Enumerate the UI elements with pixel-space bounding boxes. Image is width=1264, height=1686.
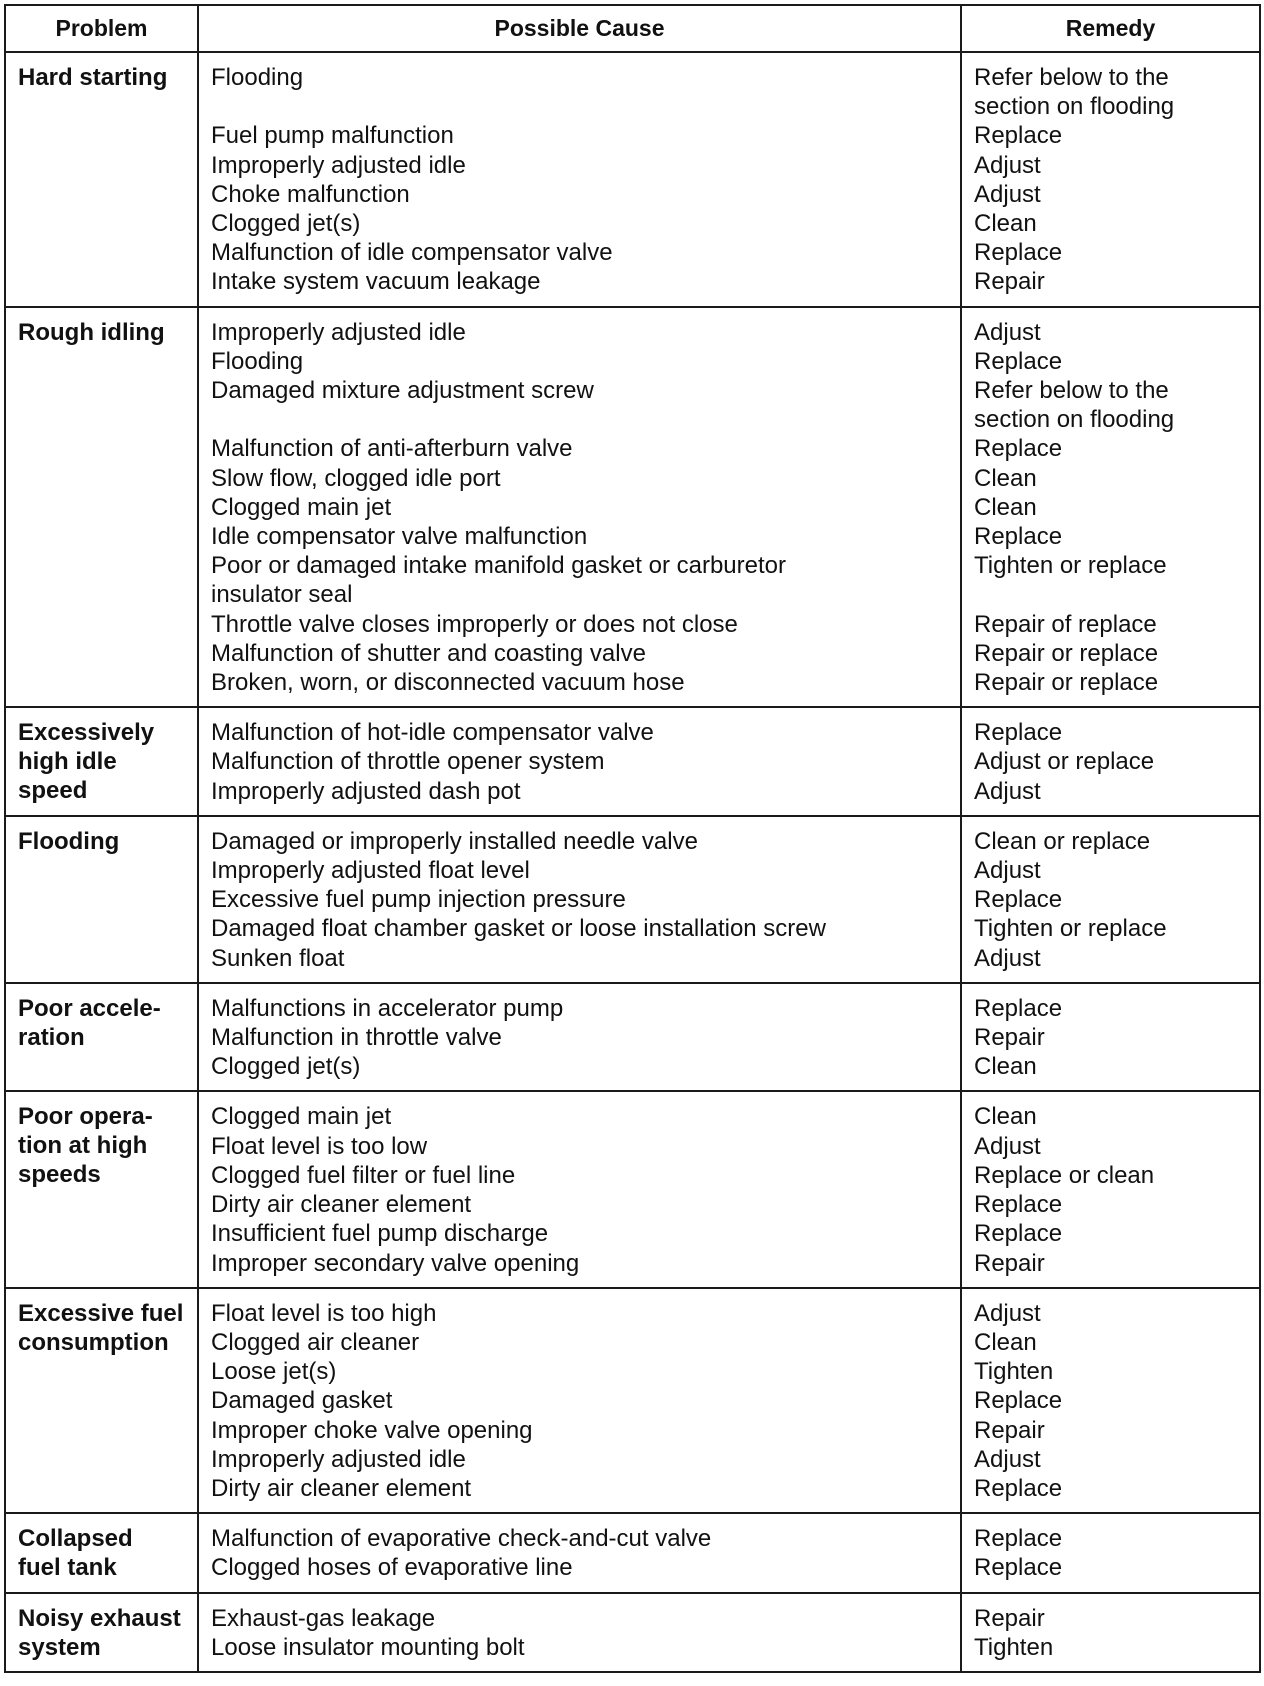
- table-row: [5, 707, 1260, 816]
- cause-cell: [198, 1288, 961, 1513]
- header-possible-cause: Possible Cause: [198, 5, 961, 52]
- cause-line: Malfunction of throttle opener system: [211, 748, 605, 776]
- cause-cell: [198, 707, 961, 816]
- cause-line: Clogged fuel filter or fuel line: [211, 1161, 516, 1189]
- problem-cell: [5, 52, 198, 307]
- cause-line: Damaged mixture adjustment screw: [211, 377, 594, 405]
- remedy-cell: [961, 1593, 1260, 1672]
- cause-line: [211, 405, 948, 434]
- cause-line: Damaged float chamber gasket or loose installation screw: [211, 915, 826, 943]
- remedy-line: Repair: [974, 1604, 1045, 1632]
- problem-text: speeds: [18, 1161, 101, 1189]
- cause-line: Intake system vacuum leakage: [211, 268, 541, 296]
- remedy-line: Clean: [974, 1328, 1037, 1356]
- problem-cell: [5, 1091, 198, 1287]
- cause-line: Float level is too high: [211, 1299, 437, 1327]
- problem-cell: [5, 983, 198, 1092]
- remedy-line: Tighten or replace: [974, 552, 1167, 580]
- table-row: [5, 1593, 1260, 1672]
- cause-line: Improperly adjusted idle: [211, 151, 466, 179]
- cause-cell: [198, 816, 961, 983]
- remedy-line: Tighten: [974, 1633, 1054, 1661]
- remedy-line: Replace: [974, 122, 1063, 150]
- remedy-line: Adjust: [974, 944, 1041, 972]
- remedy-cell: [961, 816, 1260, 983]
- cause-line: Clogged hoses of evaporative line: [211, 1554, 573, 1582]
- cause-line: Malfunction of hot-idle compensator valve: [211, 719, 654, 747]
- cause-line: Excessive fuel pump injection pressure: [211, 886, 626, 914]
- cause-line: Malfunction of evaporative check-and-cut valve: [211, 1525, 712, 1553]
- problem-text: Poor opera-: [18, 1103, 153, 1131]
- table-row: [5, 307, 1260, 708]
- problem-text: high idle: [18, 748, 117, 776]
- cause-line: Clogged jet(s): [211, 210, 361, 237]
- remedy-cell: [961, 1288, 1260, 1513]
- remedy-line: Repair: [974, 1249, 1045, 1277]
- cause-line: Dirty air cleaner element: [211, 1191, 472, 1219]
- cause-line: Fuel pump malfunction: [211, 122, 454, 150]
- remedy-line: Adjust: [974, 857, 1041, 885]
- remedy-line: Tighten: [974, 1358, 1054, 1386]
- cause-cell: [198, 1091, 961, 1287]
- problem-text: Noisy exhaust: [18, 1604, 181, 1632]
- cause-line: Throttle valve closes improperly or does not close: [211, 610, 738, 638]
- cause-line: Clogged air cleaner: [211, 1328, 420, 1356]
- table-row: [5, 1091, 1260, 1287]
- remedy-line: Adjust or replace: [974, 748, 1155, 776]
- cause-line: Improperly adjusted idle: [211, 1445, 466, 1473]
- problem-cell: [5, 1288, 198, 1513]
- table-row: [5, 52, 1260, 307]
- remedy-line: Replace: [974, 1554, 1063, 1582]
- cause-line: Flooding: [211, 64, 304, 91]
- cause-line: Idle compensator valve malfunction: [211, 523, 588, 551]
- problem-text: Hard starting: [18, 64, 168, 91]
- cause-line: Clogged main jet: [211, 493, 392, 521]
- cause-line: Float level is too low: [211, 1132, 428, 1160]
- cause-line: Improperly adjusted idle: [211, 318, 466, 346]
- remedy-line: Adjust: [974, 180, 1041, 208]
- remedy-line: section on flooding: [974, 93, 1175, 121]
- problem-text: Excessively: [18, 719, 155, 747]
- troubleshooting-table-container: [4, 4, 1259, 1673]
- table-row: [5, 816, 1260, 983]
- cause-line: Sunken float: [211, 944, 345, 972]
- remedy-line: Replace: [974, 239, 1063, 267]
- remedy-line: Clean or replace: [974, 827, 1151, 855]
- cause-line: Damaged or improperly installed needle valve: [211, 827, 698, 855]
- cause-line: Exhaust-gas leakage: [211, 1604, 436, 1632]
- cause-line: Choke malfunction: [211, 180, 410, 208]
- remedy-cell: [961, 1513, 1260, 1592]
- remedy-cell: [961, 1091, 1260, 1287]
- remedy-line: Refer below to the: [974, 64, 1169, 91]
- cause-line: Clogged main jet: [211, 1103, 392, 1131]
- remedy-line: Replace: [974, 994, 1063, 1022]
- remedy-line: Replace: [974, 347, 1063, 375]
- remedy-line: Replace: [974, 435, 1063, 463]
- cause-cell: [198, 52, 961, 307]
- problem-text: fuel tank: [18, 1554, 117, 1582]
- cause-line: insulator seal: [211, 581, 353, 609]
- remedy-line: Adjust: [974, 151, 1041, 179]
- remedy-line: Repair or replace: [974, 639, 1159, 667]
- remedy-line: section on flooding: [974, 406, 1175, 434]
- table-row: [5, 1288, 1260, 1513]
- remedy-line: Repair or replace: [974, 669, 1159, 697]
- remedy-line: Replace: [974, 1474, 1063, 1502]
- remedy-line: Adjust: [974, 1445, 1041, 1473]
- problem-cell: [5, 816, 198, 983]
- table-header-row: [5, 5, 1260, 52]
- remedy-cell: [961, 307, 1260, 708]
- problem-text: speed: [18, 777, 88, 805]
- cause-line: Broken, worn, or disconnected vacuum hose: [211, 669, 685, 697]
- cause-line: Improperly adjusted dash pot: [211, 777, 521, 805]
- remedy-cell: [961, 707, 1260, 816]
- remedy-line: Repair: [974, 268, 1045, 296]
- problem-text: ration: [18, 1023, 85, 1051]
- remedy-line: Repair of replace: [974, 610, 1157, 638]
- cause-cell: [198, 1513, 961, 1592]
- table-row: [5, 1513, 1260, 1592]
- troubleshooting-table: [4, 4, 1261, 1673]
- problem-text: Excessive fuel: [18, 1299, 184, 1327]
- remedy-line: Adjust: [974, 318, 1041, 346]
- header-problem: Problem: [5, 5, 198, 52]
- cause-cell: [198, 1593, 961, 1672]
- problem-cell: [5, 707, 198, 816]
- cause-line: Improper secondary valve opening: [211, 1249, 580, 1277]
- cause-line: Damaged gasket: [211, 1387, 393, 1415]
- cause-line: Improper choke valve opening: [211, 1416, 533, 1444]
- remedy-line: Replace: [974, 886, 1063, 914]
- remedy-line: Adjust: [974, 1299, 1041, 1327]
- remedy-line: Adjust: [974, 1132, 1041, 1160]
- remedy-line: Clean: [974, 493, 1037, 521]
- remedy-line: Replace or clean: [974, 1161, 1155, 1189]
- remedy-cell: [961, 983, 1260, 1092]
- cause-line: Loose insulator mounting bolt: [211, 1633, 525, 1661]
- remedy-line: Replace: [974, 523, 1063, 551]
- problem-text: system: [18, 1633, 101, 1661]
- problem-text: Poor accele-: [18, 994, 161, 1022]
- cause-line: Insufficient fuel pump discharge: [211, 1220, 549, 1248]
- remedy-line: Replace: [974, 1220, 1063, 1248]
- remedy-line: [974, 580, 1247, 609]
- remedy-cell: [961, 52, 1260, 307]
- problem-cell: [5, 307, 198, 708]
- problem-text: Rough idling: [18, 318, 165, 346]
- problem-text: Collapsed: [18, 1525, 133, 1553]
- cause-line: Malfunction in throttle valve: [211, 1024, 502, 1052]
- problem-text: consumption: [18, 1328, 169, 1356]
- cause-line: Malfunction of anti-afterburn valve: [211, 435, 573, 463]
- header-remedy: Remedy: [961, 5, 1260, 52]
- remedy-line: Clean: [974, 1053, 1037, 1081]
- remedy-line: Replace: [974, 1191, 1063, 1219]
- remedy-line: Clean: [974, 210, 1037, 238]
- problem-text: tion at high: [18, 1132, 148, 1160]
- remedy-line: Tighten or replace: [974, 915, 1167, 943]
- cause-line: Slow flow, clogged idle port: [211, 464, 501, 492]
- cause-line: Poor or damaged intake manifold gasket or carburetor: [211, 552, 786, 580]
- remedy-line: Refer below to the: [974, 377, 1169, 405]
- table-row: [5, 983, 1260, 1092]
- problem-text: Flooding: [18, 827, 120, 855]
- remedy-line: Replace: [974, 1387, 1063, 1415]
- table-body: [5, 52, 1260, 1672]
- cause-line: Clogged jet(s): [211, 1053, 361, 1081]
- remedy-line: Repair: [974, 1416, 1045, 1444]
- cause-line: Improperly adjusted float level: [211, 857, 530, 885]
- cause-cell: [198, 307, 961, 708]
- remedy-line: Replace: [974, 719, 1063, 747]
- problem-cell: [5, 1513, 198, 1592]
- remedy-line: Clean: [974, 1103, 1037, 1131]
- cause-line: Malfunctions in accelerator pump: [211, 994, 564, 1022]
- cause-line: Dirty air cleaner element: [211, 1474, 472, 1502]
- cause-line: [211, 92, 948, 121]
- remedy-line: Adjust: [974, 777, 1041, 805]
- cause-line: Malfunction of idle compensator valve: [211, 239, 613, 267]
- remedy-line: Repair: [974, 1024, 1045, 1052]
- remedy-line: Replace: [974, 1525, 1063, 1553]
- cause-line: Malfunction of shutter and coasting valve: [211, 639, 646, 667]
- cause-line: Loose jet(s): [211, 1358, 337, 1386]
- cause-line: Flooding: [211, 347, 304, 375]
- remedy-line: Clean: [974, 464, 1037, 492]
- problem-cell: [5, 1593, 198, 1672]
- cause-cell: [198, 983, 961, 1092]
